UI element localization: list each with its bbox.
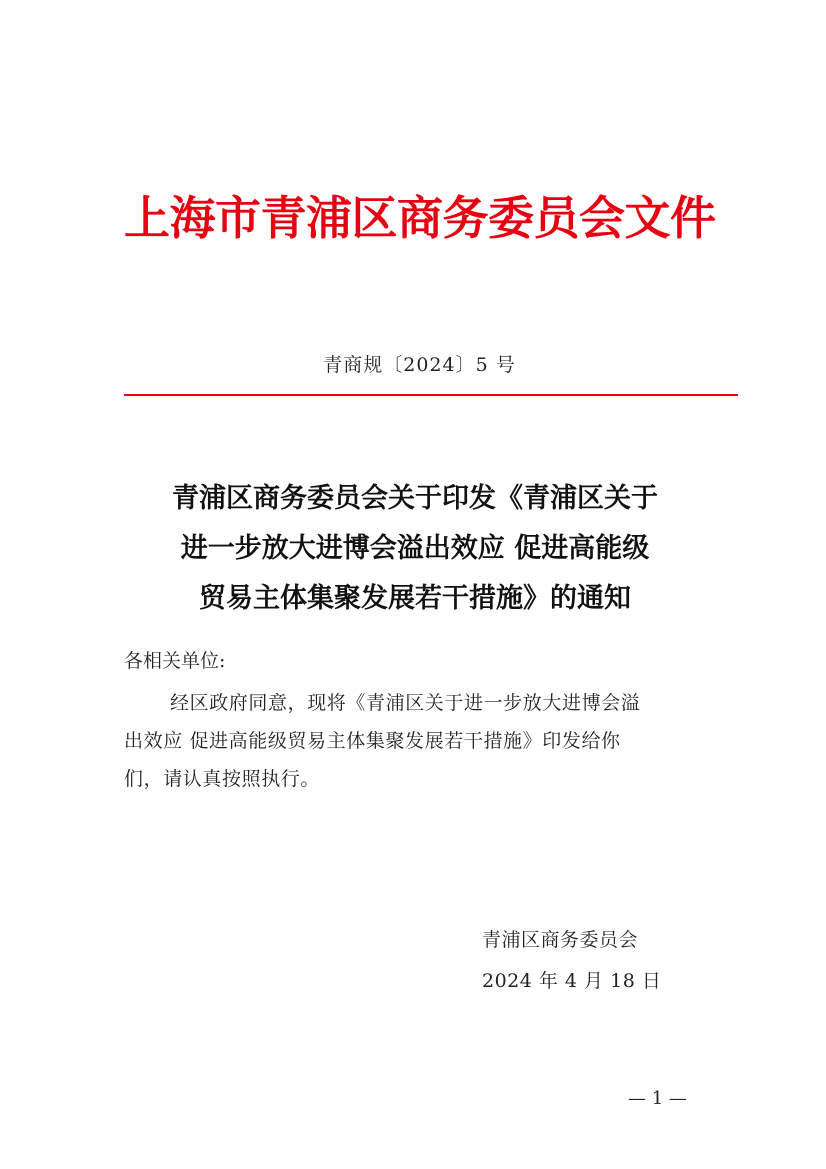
signature-organization: 青浦区商务委员会 xyxy=(482,929,639,951)
body-line-1: 经区政府同意，现将《青浦区关于进一步放大进博会溢 xyxy=(170,692,641,714)
body-line-3: 们，请认真按照执行。 xyxy=(124,768,321,790)
document-header-title: 上海市青浦区商务委员会文件 xyxy=(124,191,716,245)
salutation: 各相关单位: xyxy=(124,650,226,672)
signature-date: 2024 年 4 月 18 日 xyxy=(482,970,662,992)
page-number: — 1 — xyxy=(628,1088,687,1109)
notice-title xyxy=(120,474,710,624)
body-line-2: 出效应 促进高能级贸易主体集聚发展若干措施》印发给你 xyxy=(124,730,621,752)
notice-title-line-2: 进一步放大进博会溢出效应 促进高能级 xyxy=(180,533,650,564)
signature-block xyxy=(482,920,661,1002)
document-number: 青商规〔2024〕5 号 xyxy=(323,354,516,376)
notice-title-line-1: 青浦区商务委员会关于印发《青浦区关于 xyxy=(172,483,658,514)
notice-title-line-3: 贸易主体集聚发展若干措施》的通知 xyxy=(199,583,631,614)
header-red-divider xyxy=(124,394,738,396)
body-paragraph xyxy=(124,684,714,798)
